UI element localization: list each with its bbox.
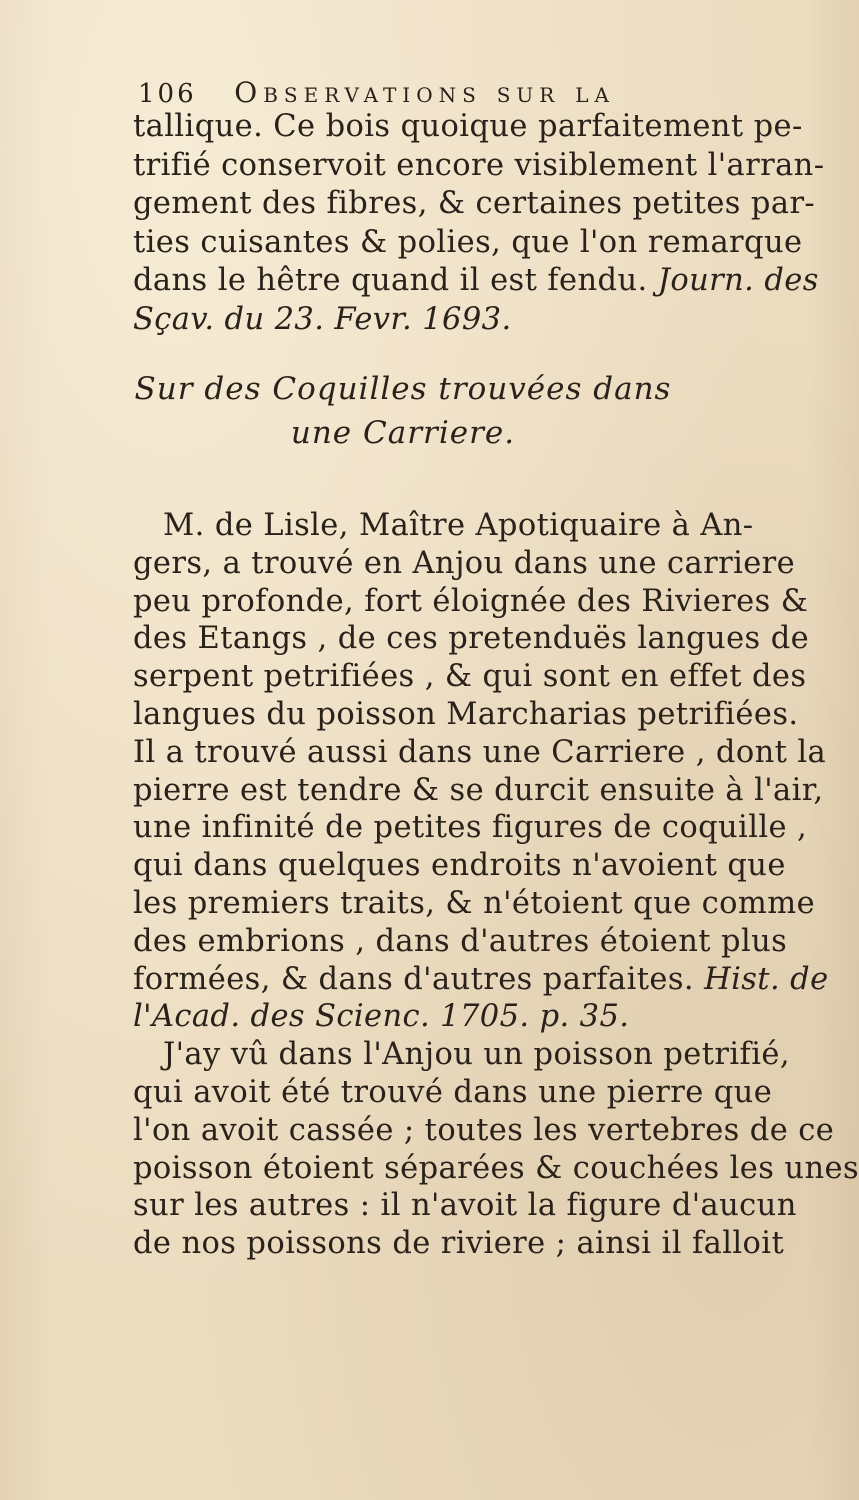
text-line-with-reference (133, 961, 829, 999)
text-line: trifié conservoit encore visiblement l'arran- (133, 147, 825, 183)
section-heading: Sur des Coquilles trouvées dans (134, 371, 672, 407)
text-line: qui avoit été trouvé dans une pierre que (133, 1074, 773, 1110)
text-line: gement des fibres, & certaines petites par- (133, 186, 816, 222)
text-line: l'on avoit cassée ; toutes les vertebres de ce (133, 1112, 835, 1148)
text-line: poisson étoient séparées & couchées les unes (133, 1150, 859, 1186)
text-line: des embrions , dans d'autres étoient plus (133, 923, 788, 959)
text-line: J'ay vû dans l'Anjou un poisson petrifié, (163, 1037, 790, 1073)
text-line: serpent petrifiées , & qui sont en effet des (133, 659, 807, 695)
reference-citation: l'Acad. des Scienc. 1705. p. 35. (133, 999, 630, 1035)
text-line: tallique. Ce bois quoique parfaitement pe- (133, 109, 803, 144)
text-line: dans le hêtre quand il est fendu. (133, 263, 648, 299)
page-number: 106 (138, 79, 197, 109)
section-heading-line2: une Carriere. (290, 415, 516, 451)
text-line-with-reference (133, 262, 819, 301)
text-line: des Etangs , de ces pretenduës langues de (133, 621, 810, 657)
text-line: Il a trouvé aussi dans une Carriere , dont la (133, 734, 827, 770)
text-line: une infinité de petites figures de coquille , (133, 810, 808, 846)
text-line: les premiers traits, & n'étoient que comme (133, 885, 816, 921)
text-line: peu profonde, fort éloignée des Rivieres & (133, 583, 809, 619)
text-line: ties cuisantes & polies, que l'on remarque (133, 224, 803, 260)
text-line: sur les autres : il n'avoit la figure d'aucun (133, 1188, 797, 1224)
continued-paragraph (133, 108, 825, 340)
text-line: de nos poissons de riviere ; ainsi il falloit (133, 1226, 785, 1262)
text-line: formées, & dans d'autres parfaites. (133, 961, 694, 997)
reference-citation: Journ. des (657, 263, 819, 299)
text-line: gers, a trouvé en Anjou dans une carriere (133, 545, 796, 581)
text-line: langues du poisson Marcharias petrifiées. (133, 696, 799, 732)
running-title: Observations sur la (234, 76, 615, 109)
text-line: pierre est tendre & se durcit ensuite à l'air, (133, 772, 824, 808)
text-line: M. de Lisle, Maître Apotiquaire à An- (163, 508, 754, 543)
running-head (138, 76, 698, 109)
reference-citation: Sçav. du 23. Fevr. 1693. (133, 301, 512, 337)
main-paragraphs (133, 507, 859, 1263)
text-line: qui dans quelques endroits n'avoient que (133, 848, 786, 884)
reference-citation: Hist. de (704, 961, 829, 997)
